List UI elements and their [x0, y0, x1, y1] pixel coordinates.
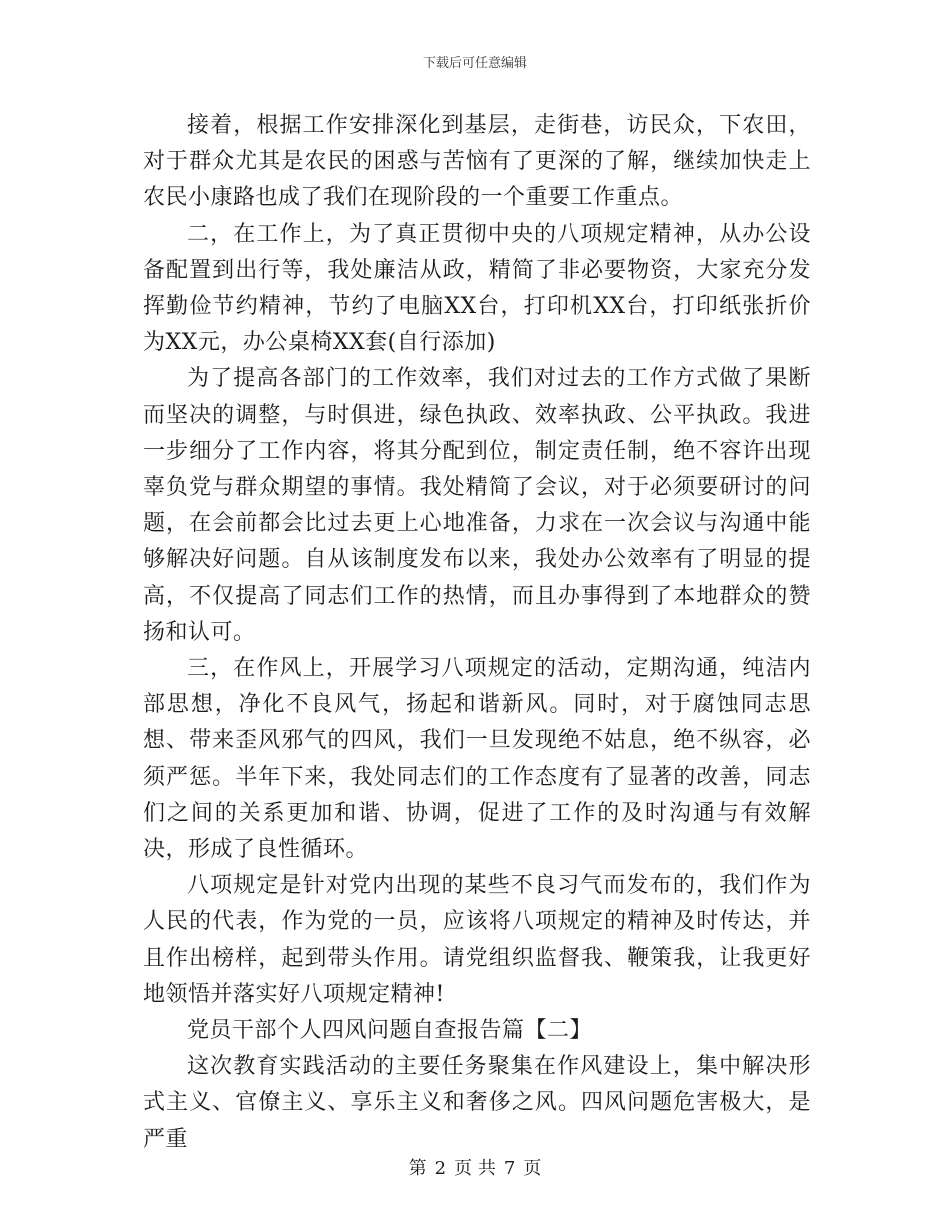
total-pages: 7: [503, 1158, 516, 1179]
paragraph: 八项规定是针对党内出现的某些不良习气而发布的，我们作为人民的代表，作为党的一员，应该将八项规定的精神及时传达，并且作出榜样，起到带头作用。请党组织监督我、鞭策我，让我更好地领悟并落实好八项规定精神!: [143, 873, 811, 1007]
footer-middle: 页 共: [454, 1158, 496, 1179]
paragraph: 为了提高各部门的工作效率，我们对过去的工作方式做了果断而坚决的调整，与时俱进，绿色执政、效率执政、公平执政。我进一步细分了工作内容，将其分配到位，制定责任制，绝不容许出现辜负党与群众期望的事情。我处精简了会议，对于必须要研讨的问题，在会前都会比过去更上心地准备，力求在一次会议与沟通中能够解决好问题。自从该制度发布以来，我处办公效率有了明显的提高，不仅提高了同志们工作的热情，而且办事得到了本地群众的赞扬和认可。: [143, 366, 811, 645]
footer-suffix: 页: [523, 1158, 542, 1179]
section-heading: 党员干部个人四风问题自查报告篇【二】: [187, 1018, 593, 1044]
paragraph: 这次教育实践活动的主要任务聚集在作风建设上，集中解决形式主义、官僚主义、享乐主义和奢侈之风。四风问题危害极大，是严重: [143, 1054, 811, 1152]
document-body: [143, 108, 811, 1158]
paragraph: 二，在工作上，为了真正贯彻中央的八项规定精神，从办公设备配置到出行等，我处廉洁从政，精简了非必要物资，大家充分发挥勤俭节约精神，节约了电脑XX台，打印机XX台，打印纸张折价为XX元，办公桌椅XX套(自行添加): [143, 221, 811, 356]
footer-prefix: 第: [408, 1158, 427, 1179]
paragraph: 三，在作风上，开展学习八项规定的活动，定期沟通，纯洁内部思想，净化不良风气，扬起和谐新风。同时，对于腐蚀同志思想、带来歪风邪气的四风，我们一旦发现绝不姑息，绝不纵容，必须严惩。半年下来，我处同志们的工作态度有了显著的改善，同志们之间的关系更加和谐、协调，促进了工作的及时沟通与有效解决，形成了良性循环。: [143, 656, 811, 863]
paragraph: 接着，根据工作安排深化到基层，走街巷，访民众，下农田，对于群众尤其是农民的困惑与苦恼有了更深的了解，继续加快走上农民小康路也成了我们在现阶段的一个重要工作重点。: [143, 113, 811, 211]
page-header: 下载后可任意编辑: [422, 56, 527, 71]
page-footer: [0, 1154, 950, 1180]
page-number: 2: [434, 1158, 447, 1179]
